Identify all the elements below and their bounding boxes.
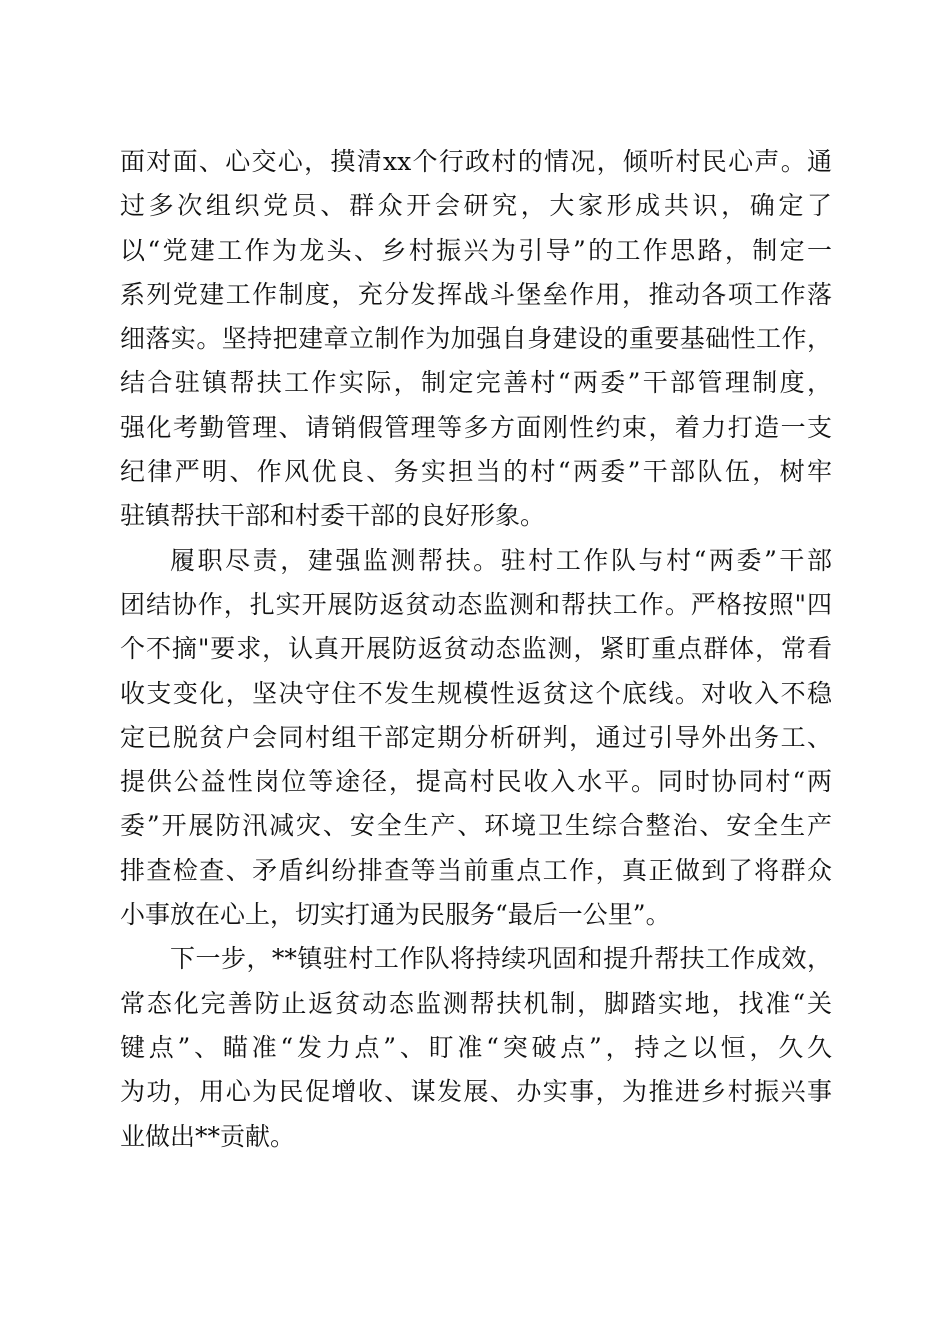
- text-line: 小事放在心上，切实打通为民服务“最后一公里”。: [120, 900, 671, 930]
- paragraph-2: [120, 539, 832, 938]
- text-line: 团结协作，扎实开展防返贫动态监测和帮扶工作。严格按照"四: [120, 589, 832, 619]
- text-line: 常态化完善防止返贫动态监测帮扶机制，脚踏实地，找准“关: [120, 988, 832, 1018]
- text-line: 业做出**贡献。: [120, 1121, 296, 1151]
- text-line: 纪律严明、作风优良、务实担当的村“两委”干部队伍，树牢: [120, 457, 832, 487]
- text-line: 委”开展防汛减灾、安全生产、环境卫生综合整治、安全生产: [120, 811, 832, 841]
- text-line: 排查检查、矛盾纠纷排查等当前重点工作，真正做到了将群众: [120, 855, 832, 885]
- document-body: [120, 140, 832, 1159]
- text-line: 以“党建工作为龙头、乡村振兴为引导”的工作思路，制定一: [120, 235, 832, 265]
- text-line: 面对面、心交心，摸清xx个行政村的情况，倾听村民心声。通: [120, 147, 832, 176]
- text-line: 键点”、瞄准“发力点”、盯准“突破点”，持之以恒，久久: [120, 1032, 832, 1062]
- text-line: 驻镇帮扶干部和村委干部的良好形象。: [120, 501, 546, 531]
- text-line: 系列党建工作制度，充分发挥战斗堡垒作用，推动各项工作落: [120, 279, 832, 309]
- text-line: 为功，用心为民促增收、谋发展、办实事，为推进乡村振兴事: [120, 1077, 832, 1107]
- text-line: 个不摘"要求，认真开展防返贫动态监测，紧盯重点群体，常看: [120, 634, 832, 664]
- text-line: 细落实。坚持把建章立制作为加强自身建设的重要基础性工作，: [120, 324, 832, 354]
- text-line: 下一步，**镇驻村工作队将持续巩固和提升帮扶工作成效，: [170, 944, 832, 974]
- text-line: 履职尽责，建强监测帮扶。驻村工作队与村“两委”干部: [170, 545, 832, 575]
- paragraph-3: [120, 937, 832, 1158]
- paragraph-1: [120, 140, 832, 539]
- text-line: 结合驻镇帮扶工作实际，制定完善村“两委”干部管理制度，: [120, 368, 832, 398]
- text-line: 强化考勤管理、请销假管理等多方面刚性约束，着力打造一支: [120, 412, 832, 442]
- text-line: 提供公益性岗位等途径，提高村民收入水平。同时协同村“两: [120, 767, 832, 797]
- text-line: 定已脱贫户会同村组干部定期分析研判，通过引导外出务工、: [120, 722, 832, 752]
- text-line: 过多次组织党员、群众开会研究，大家形成共识，确定了: [120, 191, 832, 221]
- text-line: 收支变化，坚决守住不发生规模性返贫这个底线。对收入不稳: [120, 678, 832, 708]
